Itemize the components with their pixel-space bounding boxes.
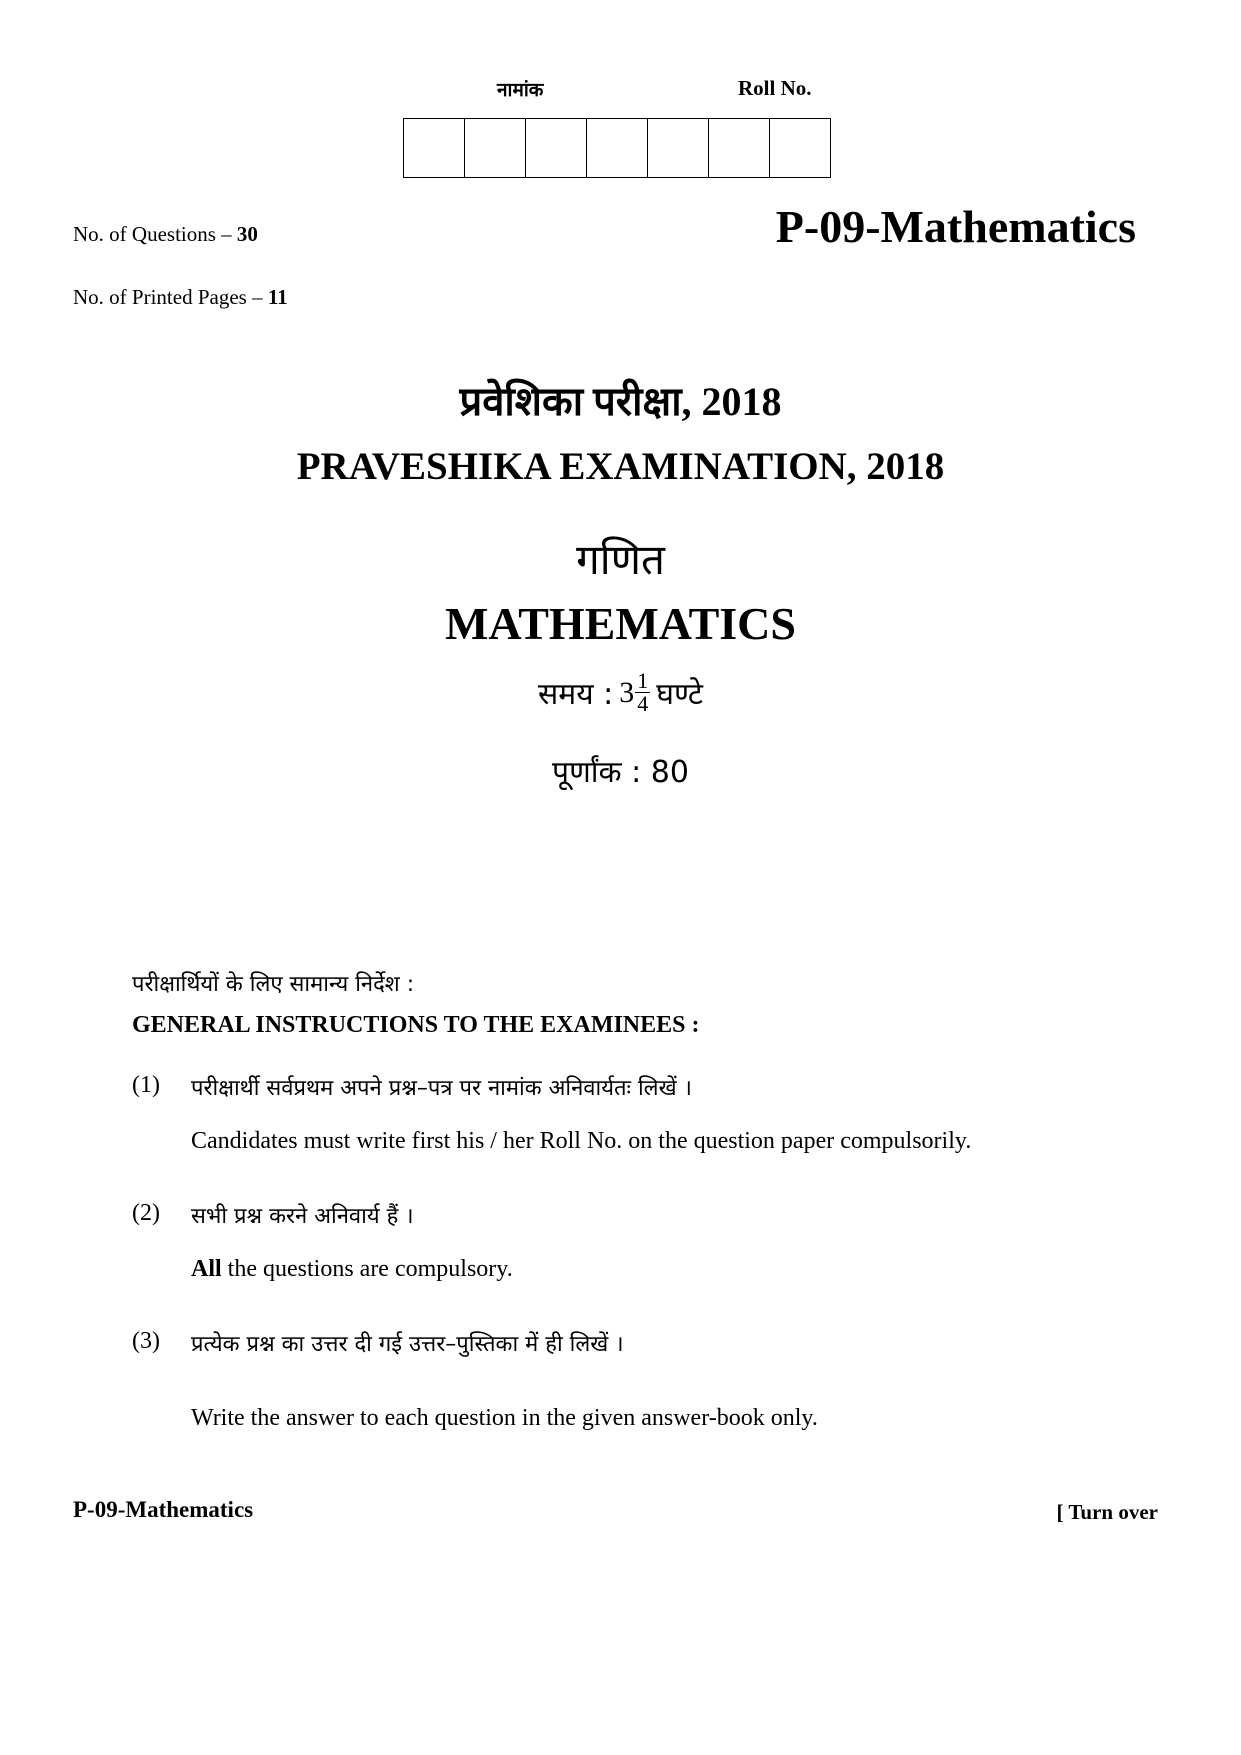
instruction-3-hindi: प्रत्येक प्रश्न का उत्तर दी गई उत्तर–पुस्तिका में ही लिखें । [191,1332,624,1357]
footer-turn-over: [ Turn over [1056,1500,1158,1524]
instruction-2-english [191,1256,513,1283]
footer-paper-code: P-09-Mathematics [73,1497,254,1522]
time-denominator: 4 [637,691,649,716]
subject-english: MATHEMATICS [445,598,796,649]
time-fraction [619,670,650,715]
roll-label-hindi: नामांक [497,79,544,101]
exam-title-hindi: प्रवेशिका परीक्षा, 2018 [459,379,782,424]
instruction-2-english-bold: All [191,1256,222,1282]
pages-count [73,285,288,310]
instruction-3-english-text: Write the answer to each question in the given answer-book only. [191,1405,818,1431]
roll-number-box[interactable] [404,119,464,177]
instruction-2-number: (2) [132,1200,160,1226]
roll-number-boxes[interactable] [403,118,831,178]
instruction-2-english-text: the questions are compulsory. [221,1256,513,1282]
instruction-1-english [191,1128,971,1155]
instruction-1-number: (1) [132,1072,160,1098]
pages-value: 11 [267,285,288,309]
time-numerator: 1 [637,668,649,693]
roll-number-box[interactable] [708,119,769,177]
instruction-3-number: (3) [132,1328,160,1354]
exam-title-english: PRAVESHIKA EXAMINATION, 2018 [296,445,945,488]
instruction-1-hindi: परीक्षार्थी सर्वप्रथम अपने प्रश्न–पत्र पर नामांक अनिवार्यतः लिखें । [191,1076,692,1101]
time-unit: घण्टे [656,677,704,712]
roll-number-box[interactable] [769,119,830,177]
instruction-3-english [191,1405,818,1432]
instructions-heading-english: GENERAL INSTRUCTIONS TO THE EXAMINEES : [132,1012,700,1038]
instructions-heading-hindi: परीक्षार्थियों के लिए सामान्य निर्देश : [132,972,415,997]
questions-value: 30 [236,222,258,246]
subject-hindi: गणित [576,535,665,584]
max-marks: पूर्णांक : 80 [552,755,689,790]
roll-label-english: Roll No. [738,76,812,100]
time-whole: 3 [619,675,635,709]
time-allowed [0,670,1241,715]
pages-label: No. of Printed Pages – [73,285,263,309]
questions-count [73,222,258,247]
time-label: समय : [537,677,614,712]
roll-number-box[interactable] [647,119,708,177]
paper-code: P-09-Mathematics [775,201,1136,252]
roll-number-box[interactable] [464,119,525,177]
roll-number-box[interactable] [586,119,647,177]
instruction-1-english-text: Candidates must write first his / her Roll No. on the question paper compulsorily. [191,1128,972,1154]
instruction-2-hindi: सभी प्रश्न करने अनिवार्य हैं । [191,1204,414,1229]
questions-label: No. of Questions – [73,222,232,246]
roll-number-box[interactable] [525,119,586,177]
